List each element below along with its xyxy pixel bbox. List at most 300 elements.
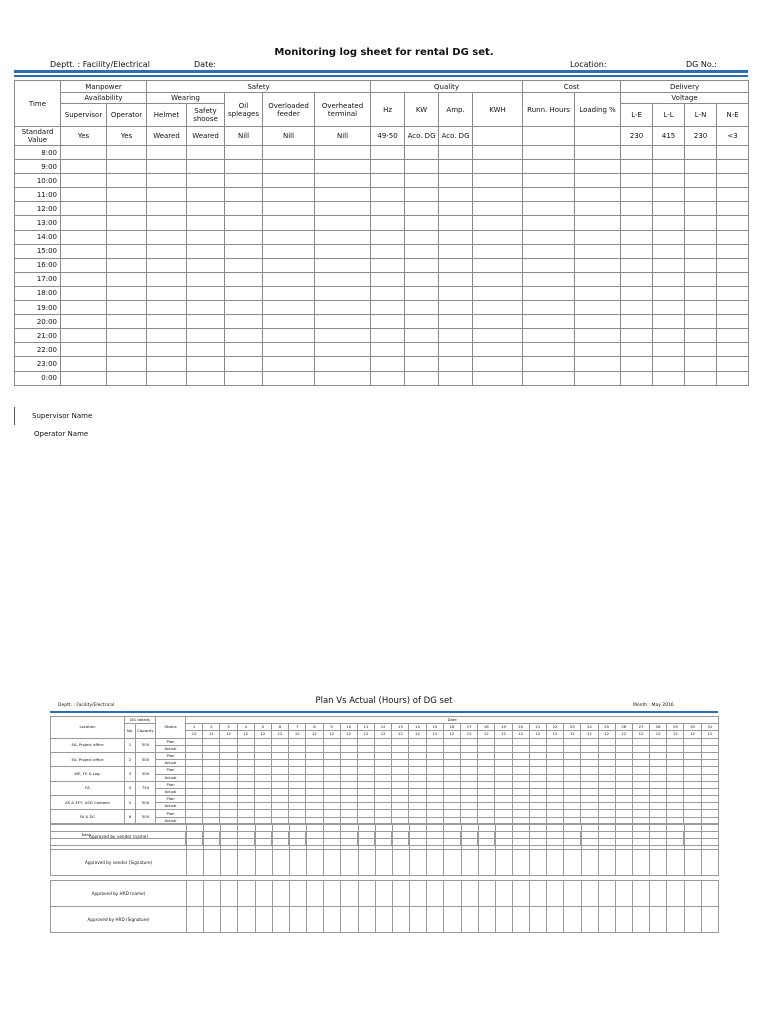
plan-entry-cell[interactable] [615,760,632,767]
plan-entry-cell[interactable] [323,788,340,795]
log-entry-cell[interactable] [147,343,187,357]
plan-entry-cell[interactable] [529,788,546,795]
plan-entry-cell[interactable] [650,752,667,759]
log-entry-cell[interactable] [523,174,575,188]
plan-entry-cell[interactable] [667,781,684,788]
plan-entry-cell[interactable] [357,760,374,767]
log-entry-cell[interactable] [263,301,315,315]
approval-entry-cell[interactable] [427,824,444,850]
log-entry-cell[interactable] [439,286,473,300]
log-entry-cell[interactable] [263,146,315,160]
log-entry-cell[interactable] [653,202,685,216]
plan-entry-cell[interactable] [478,781,495,788]
plan-entry-cell[interactable] [323,745,340,752]
log-entry-cell[interactable] [653,230,685,244]
approval-entry-cell[interactable] [289,881,306,907]
log-entry-cell[interactable] [575,272,621,286]
plan-entry-cell[interactable] [701,788,719,795]
approval-entry-cell[interactable] [272,850,289,876]
log-entry-cell[interactable] [621,230,653,244]
log-entry-cell[interactable] [439,188,473,202]
log-entry-cell[interactable] [473,258,523,272]
plan-entry-cell[interactable] [254,788,271,795]
plan-entry-cell[interactable] [443,767,460,774]
approval-entry-cell[interactable] [667,907,684,933]
plan-entry-cell[interactable] [615,810,632,817]
log-entry-cell[interactable] [575,160,621,174]
log-entry-cell[interactable] [61,202,107,216]
log-entry-cell[interactable] [107,258,147,272]
approval-entry-cell[interactable] [547,881,564,907]
plan-entry-cell[interactable] [357,788,374,795]
plan-entry-cell[interactable] [426,810,443,817]
approval-entry-cell[interactable] [341,850,358,876]
log-entry-cell[interactable] [523,301,575,315]
approval-entry-cell[interactable] [255,824,272,850]
log-entry-cell[interactable] [187,343,225,357]
plan-entry-cell[interactable] [443,752,460,759]
approval-entry-cell[interactable] [478,907,495,933]
log-entry-cell[interactable] [187,216,225,230]
plan-entry-cell[interactable] [461,803,478,810]
plan-entry-cell[interactable] [650,803,667,810]
plan-entry-cell[interactable] [615,738,632,745]
plan-entry-cell[interactable] [684,738,701,745]
log-entry-cell[interactable] [405,188,439,202]
plan-entry-cell[interactable] [667,788,684,795]
approval-entry-cell[interactable] [427,907,444,933]
plan-entry-cell[interactable] [684,810,701,817]
log-entry-cell[interactable] [147,146,187,160]
plan-entry-cell[interactable] [357,738,374,745]
approval-entry-cell[interactable] [581,907,598,933]
log-entry-cell[interactable] [107,244,147,258]
plan-entry-cell[interactable] [564,745,581,752]
plan-entry-cell[interactable] [254,796,271,803]
plan-entry-cell[interactable] [237,796,254,803]
plan-entry-cell[interactable] [289,803,306,810]
approval-entry-cell[interactable] [650,907,667,933]
log-entry-cell[interactable] [473,174,523,188]
plan-entry-cell[interactable] [357,774,374,781]
log-entry-cell[interactable] [685,188,717,202]
log-entry-cell[interactable] [473,188,523,202]
plan-entry-cell[interactable] [495,752,512,759]
plan-entry-cell[interactable] [392,738,409,745]
plan-entry-cell[interactable] [701,774,719,781]
approval-entry-cell[interactable] [701,881,718,907]
log-entry-cell[interactable] [147,286,187,300]
log-entry-cell[interactable] [315,174,371,188]
log-entry-cell[interactable] [405,160,439,174]
log-entry-cell[interactable] [685,230,717,244]
log-entry-cell[interactable] [439,329,473,343]
plan-entry-cell[interactable] [375,738,392,745]
plan-entry-cell[interactable] [512,752,529,759]
log-entry-cell[interactable] [187,188,225,202]
plan-entry-cell[interactable] [632,803,649,810]
plan-entry-cell[interactable] [564,738,581,745]
log-entry-cell[interactable] [225,258,263,272]
plan-entry-cell[interactable] [512,767,529,774]
plan-entry-cell[interactable] [392,760,409,767]
log-entry-cell[interactable] [653,286,685,300]
approval-entry-cell[interactable] [289,824,306,850]
log-entry-cell[interactable] [523,146,575,160]
log-entry-cell[interactable] [371,202,405,216]
plan-entry-cell[interactable] [289,745,306,752]
approval-entry-cell[interactable] [650,824,667,850]
plan-entry-cell[interactable] [564,774,581,781]
log-entry-cell[interactable] [523,216,575,230]
log-entry-cell[interactable] [315,343,371,357]
log-entry-cell[interactable] [473,301,523,315]
log-entry-cell[interactable] [61,357,107,371]
approval-entry-cell[interactable] [341,824,358,850]
approval-entry-cell[interactable] [427,881,444,907]
approval-entry-cell[interactable] [375,907,392,933]
log-entry-cell[interactable] [225,160,263,174]
plan-entry-cell[interactable] [546,810,563,817]
plan-entry-cell[interactable] [478,760,495,767]
plan-entry-cell[interactable] [529,767,546,774]
log-entry-cell[interactable] [147,244,187,258]
plan-entry-cell[interactable] [512,796,529,803]
log-entry-cell[interactable] [439,244,473,258]
log-entry-cell[interactable] [263,272,315,286]
approval-entry-cell[interactable] [324,824,341,850]
plan-entry-cell[interactable] [220,810,237,817]
plan-entry-cell[interactable] [392,796,409,803]
plan-entry-cell[interactable] [203,738,220,745]
plan-entry-cell[interactable] [495,796,512,803]
plan-entry-cell[interactable] [632,767,649,774]
plan-entry-cell[interactable] [323,738,340,745]
plan-entry-cell[interactable] [323,752,340,759]
plan-entry-cell[interactable] [615,752,632,759]
approval-entry-cell[interactable] [581,850,598,876]
log-entry-cell[interactable] [371,258,405,272]
approval-entry-cell[interactable] [255,907,272,933]
log-entry-cell[interactable] [61,216,107,230]
plan-entry-cell[interactable] [237,788,254,795]
approval-entry-cell[interactable] [701,824,718,850]
log-entry-cell[interactable] [147,315,187,329]
log-entry-cell[interactable] [263,357,315,371]
log-entry-cell[interactable] [717,146,749,160]
plan-entry-cell[interactable] [598,803,615,810]
log-entry-cell[interactable] [107,272,147,286]
approval-entry-cell[interactable] [444,881,461,907]
log-entry-cell[interactable] [523,329,575,343]
plan-entry-cell[interactable] [254,752,271,759]
log-entry-cell[interactable] [523,188,575,202]
plan-entry-cell[interactable] [306,745,323,752]
log-entry-cell[interactable] [621,174,653,188]
approval-entry-cell[interactable] [341,881,358,907]
approval-entry-cell[interactable] [358,824,375,850]
log-entry-cell[interactable] [653,371,685,385]
approval-entry-cell[interactable] [667,881,684,907]
plan-entry-cell[interactable] [632,774,649,781]
approval-entry-cell[interactable] [410,824,427,850]
plan-entry-cell[interactable] [650,745,667,752]
log-entry-cell[interactable] [717,160,749,174]
plan-entry-cell[interactable] [186,738,203,745]
log-entry-cell[interactable] [405,371,439,385]
log-entry-cell[interactable] [405,146,439,160]
approval-entry-cell[interactable] [633,881,650,907]
plan-entry-cell[interactable] [598,767,615,774]
log-entry-cell[interactable] [61,230,107,244]
plan-entry-cell[interactable] [615,745,632,752]
log-entry-cell[interactable] [653,301,685,315]
approval-entry-cell[interactable] [307,850,324,876]
plan-entry-cell[interactable] [650,767,667,774]
log-entry-cell[interactable] [523,202,575,216]
approval-entry-cell[interactable] [375,850,392,876]
plan-entry-cell[interactable] [546,781,563,788]
plan-entry-cell[interactable] [443,803,460,810]
plan-entry-cell[interactable] [186,781,203,788]
approval-entry-cell[interactable] [564,907,581,933]
plan-entry-cell[interactable] [495,781,512,788]
approval-entry-cell[interactable] [547,824,564,850]
plan-entry-cell[interactable] [289,738,306,745]
plan-entry-cell[interactable] [443,774,460,781]
approval-entry-cell[interactable] [598,907,615,933]
approval-entry-cell[interactable] [289,907,306,933]
plan-entry-cell[interactable] [254,774,271,781]
log-entry-cell[interactable] [315,301,371,315]
plan-entry-cell[interactable] [357,810,374,817]
log-entry-cell[interactable] [717,286,749,300]
plan-entry-cell[interactable] [615,796,632,803]
plan-entry-cell[interactable] [632,745,649,752]
plan-entry-cell[interactable] [461,781,478,788]
log-entry-cell[interactable] [653,329,685,343]
approval-entry-cell[interactable] [701,850,718,876]
log-entry-cell[interactable] [107,371,147,385]
approval-entry-cell[interactable] [221,881,238,907]
approval-entry-cell[interactable] [187,907,204,933]
approval-entry-cell[interactable] [684,850,701,876]
plan-entry-cell[interactable] [598,752,615,759]
log-entry-cell[interactable] [107,146,147,160]
log-entry-cell[interactable] [473,357,523,371]
log-entry-cell[interactable] [685,315,717,329]
plan-entry-cell[interactable] [564,752,581,759]
log-entry-cell[interactable] [621,286,653,300]
log-entry-cell[interactable] [263,286,315,300]
plan-entry-cell[interactable] [512,810,529,817]
plan-entry-cell[interactable] [186,774,203,781]
log-entry-cell[interactable] [685,357,717,371]
log-entry-cell[interactable] [315,244,371,258]
approval-entry-cell[interactable] [598,824,615,850]
log-entry-cell[interactable] [147,216,187,230]
plan-entry-cell[interactable] [461,767,478,774]
log-entry-cell[interactable] [717,343,749,357]
plan-entry-cell[interactable] [701,752,719,759]
log-entry-cell[interactable] [315,357,371,371]
plan-entry-cell[interactable] [581,745,598,752]
approval-entry-cell[interactable] [444,907,461,933]
log-entry-cell[interactable] [225,315,263,329]
log-entry-cell[interactable] [685,216,717,230]
plan-entry-cell[interactable] [306,752,323,759]
plan-entry-cell[interactable] [254,803,271,810]
log-entry-cell[interactable] [523,230,575,244]
plan-entry-cell[interactable] [615,781,632,788]
log-entry-cell[interactable] [473,343,523,357]
approval-entry-cell[interactable] [461,881,478,907]
plan-entry-cell[interactable] [271,738,288,745]
log-entry-cell[interactable] [107,216,147,230]
log-entry-cell[interactable] [439,315,473,329]
plan-entry-cell[interactable] [581,760,598,767]
log-entry-cell[interactable] [717,371,749,385]
plan-entry-cell[interactable] [564,760,581,767]
plan-entry-cell[interactable] [271,788,288,795]
log-entry-cell[interactable] [225,329,263,343]
plan-entry-cell[interactable] [461,760,478,767]
log-entry-cell[interactable] [187,315,225,329]
log-entry-cell[interactable] [147,160,187,174]
plan-entry-cell[interactable] [271,781,288,788]
log-entry-cell[interactable] [147,301,187,315]
plan-entry-cell[interactable] [546,745,563,752]
plan-entry-cell[interactable] [271,774,288,781]
log-entry-cell[interactable] [187,174,225,188]
approval-entry-cell[interactable] [547,907,564,933]
log-entry-cell[interactable] [371,146,405,160]
plan-entry-cell[interactable] [581,803,598,810]
plan-entry-cell[interactable] [409,788,426,795]
plan-entry-cell[interactable] [495,803,512,810]
plan-entry-cell[interactable] [684,760,701,767]
plan-entry-cell[interactable] [426,738,443,745]
plan-entry-cell[interactable] [701,810,719,817]
plan-entry-cell[interactable] [306,767,323,774]
plan-entry-cell[interactable] [667,752,684,759]
approval-entry-cell[interactable] [598,881,615,907]
plan-entry-cell[interactable] [478,788,495,795]
log-entry-cell[interactable] [225,174,263,188]
plan-entry-cell[interactable] [340,788,357,795]
plan-entry-cell[interactable] [409,781,426,788]
approval-entry-cell[interactable] [615,850,632,876]
plan-entry-cell[interactable] [323,760,340,767]
plan-entry-cell[interactable] [443,810,460,817]
log-entry-cell[interactable] [263,230,315,244]
plan-entry-cell[interactable] [254,760,271,767]
plan-entry-cell[interactable] [546,803,563,810]
plan-entry-cell[interactable] [375,803,392,810]
log-entry-cell[interactable] [315,216,371,230]
log-entry-cell[interactable] [107,188,147,202]
approval-entry-cell[interactable] [530,881,547,907]
plan-entry-cell[interactable] [203,767,220,774]
plan-entry-cell[interactable] [426,774,443,781]
plan-entry-cell[interactable] [203,760,220,767]
log-entry-cell[interactable] [439,230,473,244]
log-entry-cell[interactable] [473,230,523,244]
log-entry-cell[interactable] [315,160,371,174]
log-entry-cell[interactable] [405,272,439,286]
log-entry-cell[interactable] [187,329,225,343]
log-entry-cell[interactable] [717,329,749,343]
log-entry-cell[interactable] [685,146,717,160]
approval-entry-cell[interactable] [204,824,221,850]
plan-entry-cell[interactable] [426,767,443,774]
log-entry-cell[interactable] [685,301,717,315]
plan-entry-cell[interactable] [237,767,254,774]
plan-entry-cell[interactable] [306,788,323,795]
plan-entry-cell[interactable] [512,760,529,767]
plan-entry-cell[interactable] [289,767,306,774]
log-entry-cell[interactable] [653,343,685,357]
plan-entry-cell[interactable] [375,796,392,803]
log-entry-cell[interactable] [61,244,107,258]
plan-entry-cell[interactable] [701,767,719,774]
log-entry-cell[interactable] [147,371,187,385]
plan-entry-cell[interactable] [323,781,340,788]
plan-entry-cell[interactable] [203,745,220,752]
log-entry-cell[interactable] [187,244,225,258]
plan-entry-cell[interactable] [701,738,719,745]
approval-entry-cell[interactable] [375,824,392,850]
plan-entry-cell[interactable] [512,781,529,788]
log-entry-cell[interactable] [523,371,575,385]
log-entry-cell[interactable] [653,272,685,286]
log-entry-cell[interactable] [315,258,371,272]
plan-entry-cell[interactable] [375,781,392,788]
approval-entry-cell[interactable] [530,824,547,850]
log-entry-cell[interactable] [371,315,405,329]
log-entry-cell[interactable] [717,230,749,244]
plan-entry-cell[interactable] [546,788,563,795]
plan-entry-cell[interactable] [186,796,203,803]
log-entry-cell[interactable] [653,160,685,174]
approval-entry-cell[interactable] [512,850,529,876]
plan-entry-cell[interactable] [443,781,460,788]
plan-entry-cell[interactable] [375,810,392,817]
approval-entry-cell[interactable] [307,824,324,850]
plan-entry-cell[interactable] [375,752,392,759]
plan-entry-cell[interactable] [220,774,237,781]
approval-entry-cell[interactable] [238,881,255,907]
log-entry-cell[interactable] [371,160,405,174]
approval-entry-cell[interactable] [650,881,667,907]
approval-entry-cell[interactable] [478,824,495,850]
approval-entry-cell[interactable] [495,907,512,933]
log-entry-cell[interactable] [621,329,653,343]
plan-entry-cell[interactable] [289,774,306,781]
plan-entry-cell[interactable] [529,738,546,745]
plan-entry-cell[interactable] [461,745,478,752]
plan-entry-cell[interactable] [186,767,203,774]
plan-entry-cell[interactable] [461,752,478,759]
approval-entry-cell[interactable] [564,850,581,876]
plan-entry-cell[interactable] [254,745,271,752]
log-entry-cell[interactable] [575,329,621,343]
plan-entry-cell[interactable] [357,781,374,788]
plan-entry-cell[interactable] [409,803,426,810]
approval-entry-cell[interactable] [238,850,255,876]
plan-entry-cell[interactable] [667,760,684,767]
log-entry-cell[interactable] [225,146,263,160]
